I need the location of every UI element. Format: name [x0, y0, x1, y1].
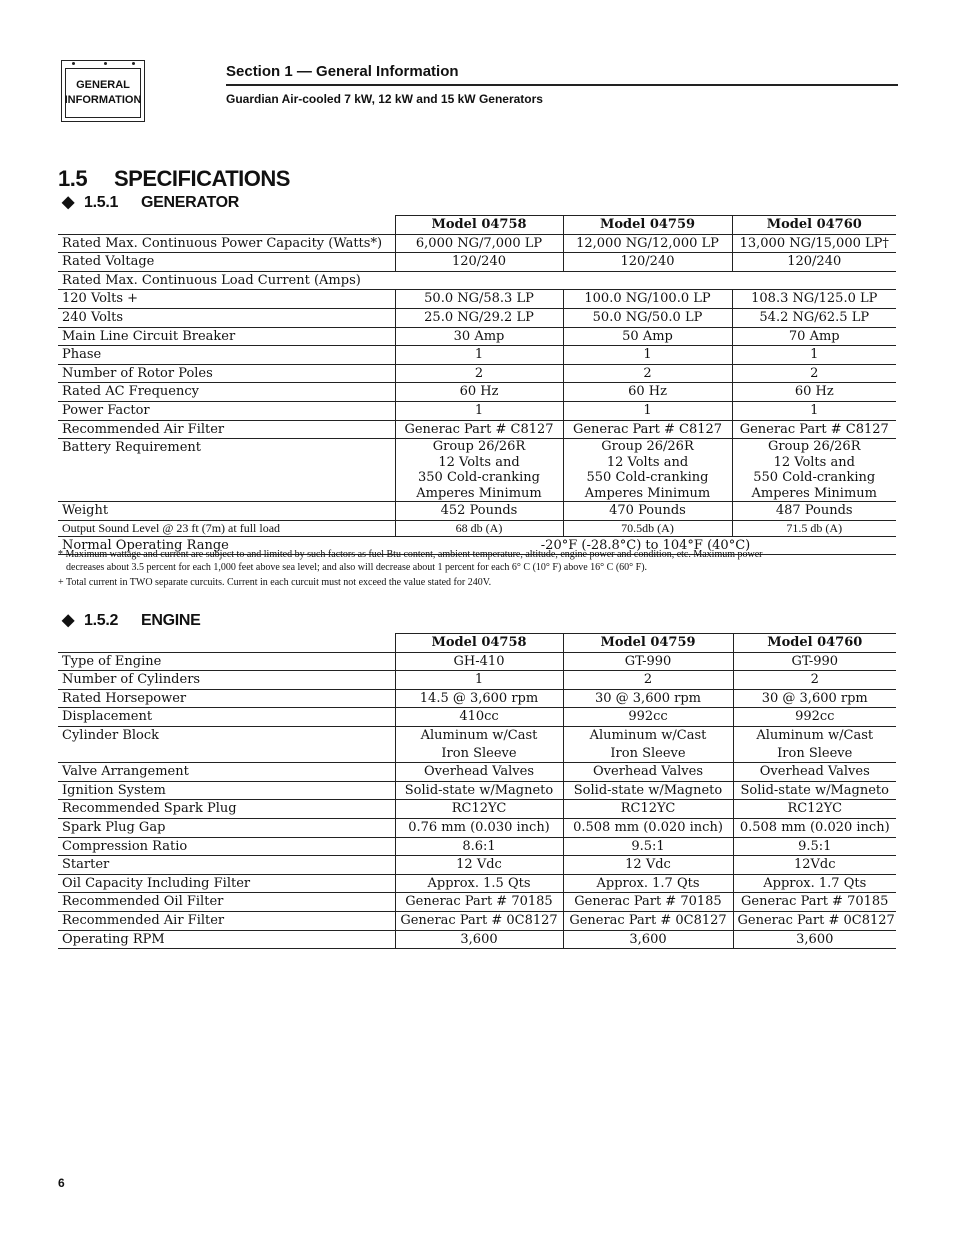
table-cell: 12Vdc: [733, 856, 896, 875]
table-row: [58, 726, 896, 762]
table-header-cell: Model 04760: [732, 216, 896, 235]
row-label: Compression Ratio: [58, 837, 395, 856]
table-cell: 452 Pounds: [395, 502, 563, 521]
cell-line: 12 Volts and: [438, 454, 520, 470]
table-cell: Solid-state w/Magneto: [395, 781, 563, 800]
badge-dot: [104, 62, 107, 65]
table-row: [58, 383, 896, 402]
table-cell: 50.0 NG/50.0 LP: [563, 308, 732, 327]
table-cell: [733, 726, 896, 762]
table-header-cell: Model 04758: [395, 216, 563, 235]
main-heading-title: SPECIFICATIONS: [114, 166, 290, 191]
table-row: [58, 271, 896, 290]
table-cell: Approx. 1.5 Qts: [395, 874, 563, 893]
header-subtitle: Guardian Air-cooled 7 kW, 12 kW and 15 kW Generators: [226, 92, 543, 106]
table-cell: 2: [733, 671, 896, 690]
table-cell: 0.508 mm (0.020 inch): [733, 818, 896, 837]
table-header-cell: Model 04758: [395, 634, 563, 653]
engine-heading: [62, 610, 201, 630]
general-information-badge: [61, 60, 145, 122]
table-cell: 68 db (A): [395, 520, 563, 536]
cell-line: Group 26/26R: [767, 439, 861, 455]
cell-line: 550 Cold-cranking: [753, 470, 876, 486]
table-cell: 12,000 NG/12,000 LP: [563, 234, 732, 253]
table-cell: 14.5 @ 3,600 rpm: [395, 689, 563, 708]
table-cell: 71.5 db (A): [732, 520, 896, 536]
table-cell: Approx. 1.7 Qts: [733, 874, 896, 893]
table-cell: Solid-state w/Magneto: [563, 781, 733, 800]
table-cell: 410cc: [395, 708, 563, 727]
table-cell: 12 Vdc: [563, 856, 733, 875]
table-cell: Overhead Valves: [563, 763, 733, 782]
table-row: [58, 253, 896, 272]
row-label: Recommended Spark Plug: [58, 800, 395, 819]
row-label: Valve Arrangement: [58, 763, 395, 782]
table-cell: RC12YC: [395, 800, 563, 819]
row-label: Weight: [58, 502, 395, 521]
table-cell: Approx. 1.7 Qts: [563, 874, 733, 893]
table-cell: 54.2 NG/62.5 LP: [732, 308, 896, 327]
table-header-cell: Model 04759: [563, 634, 733, 653]
cell-line: Group 26/26R: [432, 439, 526, 455]
table-cell: RC12YC: [733, 800, 896, 819]
main-heading-number: 1.5: [58, 166, 88, 191]
table-cell: Generac Part # 0C8127: [563, 911, 733, 930]
diamond-icon: ◆: [62, 194, 75, 211]
table-cell: -20°F (-28.8°C) to 104°F (40°C): [540, 537, 751, 553]
generator-heading-number: 1.5.1: [84, 194, 119, 211]
table-cell: 470 Pounds: [563, 502, 732, 521]
badge-line-2: INFORMATION: [64, 94, 142, 106]
row-label: Rated Max. Continuous Power Capacity (Watts*): [58, 234, 395, 253]
table-cell: 2: [563, 364, 732, 383]
table-cell: 6,000 NG/7,000 LP: [395, 234, 563, 253]
table-cell: [395, 439, 563, 502]
table-cell: 50.0 NG/58.3 LP: [395, 290, 563, 309]
cell-line: Amperes Minimum: [584, 485, 711, 501]
table-row: [58, 930, 896, 949]
cell-line: Aluminum w/Cast: [589, 727, 707, 743]
table-header-cell: Model 04759: [563, 216, 732, 235]
table-cell: 9.5:1: [563, 837, 733, 856]
table-row: [58, 420, 896, 439]
row-label: Main Line Circuit Breaker: [58, 327, 395, 346]
table-row: [58, 401, 896, 420]
cell-line: Group 26/26R: [601, 439, 694, 455]
table-cell: 3,600: [395, 930, 563, 949]
row-label: Rated Horsepower: [58, 689, 395, 708]
table-cell: [563, 439, 732, 502]
table-header-cell: Model 04760: [733, 634, 896, 653]
row-label: Number of Rotor Poles: [58, 364, 395, 383]
table-row: [58, 689, 896, 708]
table-cell: 3,600: [733, 930, 896, 949]
main-heading: [58, 166, 290, 192]
table-cell: GT-990: [563, 652, 733, 671]
table-header-cell: [58, 216, 395, 235]
table-cell: 8.6:1: [395, 837, 563, 856]
table-cell: 70 Amp: [732, 327, 896, 346]
table-row: [58, 671, 896, 690]
table-cell: 2: [732, 364, 896, 383]
table-cell: 70.5db (A): [563, 520, 732, 536]
badge-dot: [132, 62, 135, 65]
table-row: [58, 290, 896, 309]
table-row: [58, 502, 896, 521]
table-row: [58, 893, 896, 912]
row-label: Starter: [58, 856, 395, 875]
generator-spec-table: [58, 215, 896, 555]
footnote: + Total current in TWO separate curcuits. Current in each curcuit must not exceed the value stated for 240V.: [58, 577, 492, 588]
generator-heading: [62, 192, 239, 212]
table-cell: 1: [395, 401, 563, 420]
table-cell: 1: [563, 346, 732, 365]
row-label: Rated Voltage: [58, 253, 395, 272]
generator-footnotes: [58, 548, 918, 589]
table-cell: 120/240: [732, 253, 896, 272]
row-label: Rated Max. Continuous Load Current (Amps): [58, 271, 896, 290]
table-cell: 30 Amp: [395, 327, 563, 346]
engine-heading-number: 1.5.2: [84, 612, 119, 629]
table-cell: 120/240: [563, 253, 732, 272]
cell-line: 550 Cold-cranking: [586, 470, 709, 486]
table-cell: Generac Part # C8127: [732, 420, 896, 439]
table-cell: Generac Part # 70185: [395, 893, 563, 912]
row-label: Ignition System: [58, 781, 395, 800]
table-cell: Generac Part # 0C8127: [733, 911, 896, 930]
row-label: Power Factor: [58, 401, 395, 420]
table-row: [58, 856, 896, 875]
table-cell: RC12YC: [563, 800, 733, 819]
engine-heading-title: ENGINE: [141, 612, 201, 629]
cell-line: 12 Volts and: [773, 454, 855, 470]
table-cell: Generac Part # C8127: [563, 420, 732, 439]
table-cell: 9.5:1: [733, 837, 896, 856]
table-row: [58, 439, 896, 502]
page-number: 6: [58, 1176, 65, 1190]
cell-line: Aluminum w/Cast: [756, 727, 874, 743]
table-cell: 30 @ 3,600 rpm: [733, 689, 896, 708]
table-row: [58, 911, 896, 930]
table-cell: 1: [732, 346, 896, 365]
section-title: Section 1 — General Information: [226, 63, 459, 80]
badge-line-1: GENERAL: [76, 79, 130, 91]
table-row: [58, 308, 896, 327]
table-row: [58, 327, 896, 346]
badge-label: [65, 68, 141, 118]
table-cell: Generac Part # C8127: [395, 420, 563, 439]
table-row: [58, 837, 896, 856]
footnote: * Maximum wattage and current are subject to and limited by such factors as fuel Btu content, ambient temperature, altitude, engine power and condition, etc. Maximum power: [58, 549, 763, 560]
table-cell: 0.76 mm (0.030 inch): [395, 818, 563, 837]
table-cell: 25.0 NG/29.2 LP: [395, 308, 563, 327]
table-cell: GH-410: [395, 652, 563, 671]
table-cell: 60 Hz: [732, 383, 896, 402]
row-label: Spark Plug Gap: [58, 818, 395, 837]
table-row: [58, 818, 896, 837]
table-row: [58, 364, 896, 383]
row-label: Displacement: [58, 708, 395, 727]
cell-line: 12 Volts and: [606, 454, 689, 470]
engine-spec-table: [58, 633, 896, 949]
table-cell: 2: [563, 671, 733, 690]
table-cell: 1: [563, 401, 732, 420]
table-row: [58, 800, 896, 819]
table-cell: 60 Hz: [395, 383, 563, 402]
table-cell: 108.3 NG/125.0 LP: [732, 290, 896, 309]
cell-line: 350 Cold-cranking: [418, 470, 540, 486]
table-header-row: [58, 634, 896, 653]
table-cell: 60 Hz: [563, 383, 732, 402]
row-label: Recommended Air Filter: [58, 911, 395, 930]
row-label: Output Sound Level @ 23 ft (7m) at full load: [58, 520, 395, 536]
cell-line: Aluminum w/Cast: [420, 727, 538, 743]
table-cell: 50 Amp: [563, 327, 732, 346]
table-cell: Generac Part # 0C8127: [395, 911, 563, 930]
row-label: 240 Volts: [58, 308, 395, 327]
row-label: Operating RPM: [58, 930, 395, 949]
table-cell: 992cc: [563, 708, 733, 727]
table-cell: [563, 726, 733, 762]
row-label: Cylinder Block: [58, 726, 395, 762]
table-row: [58, 652, 896, 671]
table-cell: Overhead Valves: [395, 763, 563, 782]
table-header-row: [58, 216, 896, 235]
table-cell: [395, 726, 563, 762]
cell-line: Iron Sleeve: [610, 745, 686, 761]
row-label: Normal Operating Range: [62, 537, 229, 553]
table-cell: 120/240: [395, 253, 563, 272]
table-cell: 0.508 mm (0.020 inch): [563, 818, 733, 837]
table-row: [58, 234, 896, 253]
table-cell: 1: [395, 671, 563, 690]
table-cell: 30 @ 3,600 rpm: [563, 689, 733, 708]
cell-line: Iron Sleeve: [777, 745, 853, 761]
row-label: Rated AC Frequency: [58, 383, 395, 402]
cell-line: Amperes Minimum: [751, 485, 877, 501]
table-row: [58, 346, 896, 365]
row-label: 120 Volts +: [58, 290, 395, 309]
table-cell: 1: [732, 401, 896, 420]
row-label: Type of Engine: [58, 652, 395, 671]
table-cell: Generac Part # 70185: [563, 893, 733, 912]
table-cell: 2: [395, 364, 563, 383]
header-rule: [226, 84, 898, 86]
table-row: [58, 874, 896, 893]
table-cell: Solid-state w/Magneto: [733, 781, 896, 800]
table-cell: 100.0 NG/100.0 LP: [563, 290, 732, 309]
row-label: Recommended Oil Filter: [58, 893, 395, 912]
table-cell: 487 Pounds: [732, 502, 896, 521]
table-cell: 13,000 NG/15,000 LP†: [732, 234, 896, 253]
generator-heading-title: GENERATOR: [141, 194, 240, 211]
table-cell: Generac Part # 70185: [733, 893, 896, 912]
row-label: Recommended Air Filter: [58, 420, 395, 439]
table-cell: Overhead Valves: [733, 763, 896, 782]
table-cell: 12 Vdc: [395, 856, 563, 875]
cell-line: Iron Sleeve: [441, 745, 517, 761]
table-header-cell: [58, 634, 395, 653]
row-label: Battery Requirement: [58, 439, 395, 502]
row-label: Number of Cylinders: [58, 671, 395, 690]
row-label: Oil Capacity Including Filter: [58, 874, 395, 893]
diamond-icon: ◆: [62, 612, 75, 629]
footnote: decreases about 3.5 percent for each 1,000 feet above sea level; and also will decrease about 1 percent for each 6° C (10° F) above 16° C (60° F).: [66, 562, 648, 573]
table-cell: 1: [395, 346, 563, 365]
table-row: [58, 708, 896, 727]
table-cell: [732, 439, 896, 502]
cell-line: Amperes Minimum: [416, 485, 542, 501]
table-cell: 3,600: [563, 930, 733, 949]
page-header: [226, 62, 898, 107]
table-row: [58, 781, 896, 800]
table-cell: 992cc: [733, 708, 896, 727]
table-row: [58, 520, 896, 536]
table-row: [58, 763, 896, 782]
table-cell: GT-990: [733, 652, 896, 671]
row-label: Phase: [58, 346, 395, 365]
badge-dot: [72, 62, 75, 65]
